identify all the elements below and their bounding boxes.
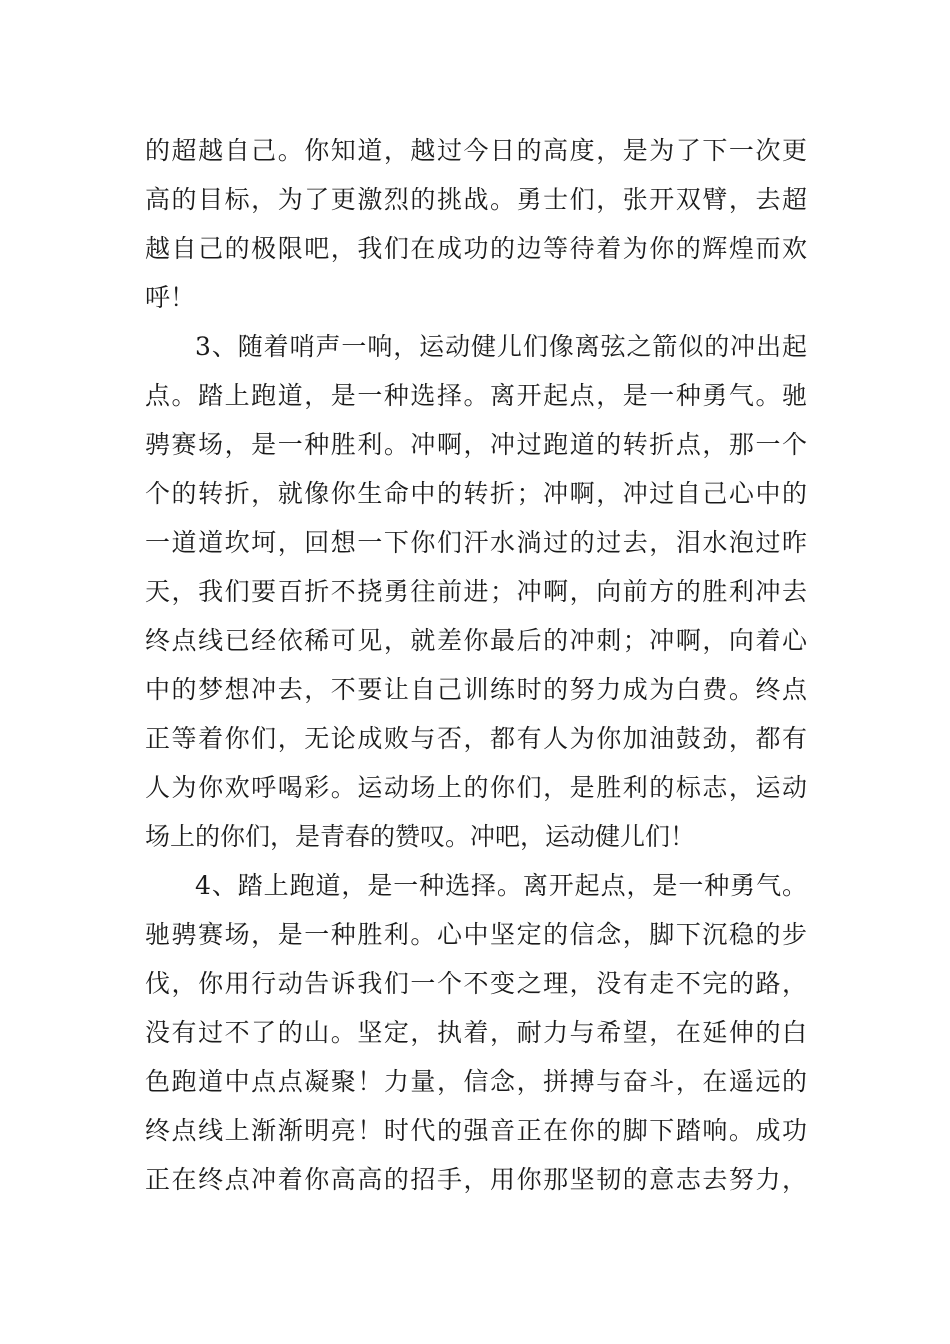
text-line: 正等着你们，无论成败与否，都有人为你加油鼓劲，都有: [145, 724, 807, 753]
text-line: 呼！: [145, 283, 196, 312]
text-line: 人为你欢呼喝彩。运动场上的你们，是胜利的标志，运动: [145, 773, 807, 802]
text-line: 没有过不了的山。坚定，执着，耐力与希望，在延伸的白: [145, 1018, 807, 1047]
text-line: 终点线上渐渐明亮！时代的强音正在你的脚下踏响。成功: [145, 1116, 807, 1145]
text-line: 色跑道中点点凝聚！力量，信念，拼搏与奋斗，在遥远的: [145, 1067, 807, 1096]
text-line: 越自己的极限吧，我们在成功的边等待着为你的辉煌而欢: [145, 234, 807, 263]
text-line: 的超越自己。你知道，越过今日的高度，是为了下一次更: [145, 136, 807, 165]
paragraph-continuation: [145, 126, 807, 322]
text-line: 个的转折，就像你生命中的转折；冲啊，冲过自己心中的: [145, 479, 807, 508]
text-line: 一道道坎坷，回想一下你们汗水淌过的过去，泪水泡过昨: [145, 528, 807, 557]
text-line: 3、随着哨声一响，运动健儿们像离弦之箭似的冲出起: [195, 332, 807, 361]
text-line: 驰骋赛场，是一种胜利。心中坚定的信念，脚下沉稳的步: [145, 920, 807, 949]
text-line: 高的目标，为了更激烈的挑战。勇士们，张开双臂，去超: [145, 185, 807, 214]
text-line: 场上的你们，是青春的赞叹。冲吧，运动健儿们！: [145, 822, 696, 851]
document-body: [145, 126, 807, 1204]
text-line: 天，我们要百折不挠勇往前进；冲啊，向前方的胜利冲去: [145, 577, 807, 606]
text-line: 伐，你用行动告诉我们一个不变之理，没有走不完的路，: [145, 969, 807, 998]
text-line: 4、踏上跑道，是一种选择。离开起点，是一种勇气。: [195, 871, 807, 900]
text-line: 正在终点冲着你高高的招手，用你那坚韧的意志去努力，: [145, 1165, 807, 1194]
text-line: 点。踏上跑道，是一种选择。离开起点，是一种勇气。驰: [145, 381, 807, 410]
text-line: 终点线已经依稀可见，就差你最后的冲刺；冲啊，向着心: [145, 626, 807, 655]
paragraph-item-3: [145, 322, 807, 861]
paragraph-item-4: [145, 861, 807, 1204]
text-line: 骋赛场，是一种胜利。冲啊，冲过跑道的转折点，那一个: [145, 430, 807, 459]
text-line: 中的梦想冲去，不要让自己训练时的努力成为白费。终点: [145, 675, 807, 704]
